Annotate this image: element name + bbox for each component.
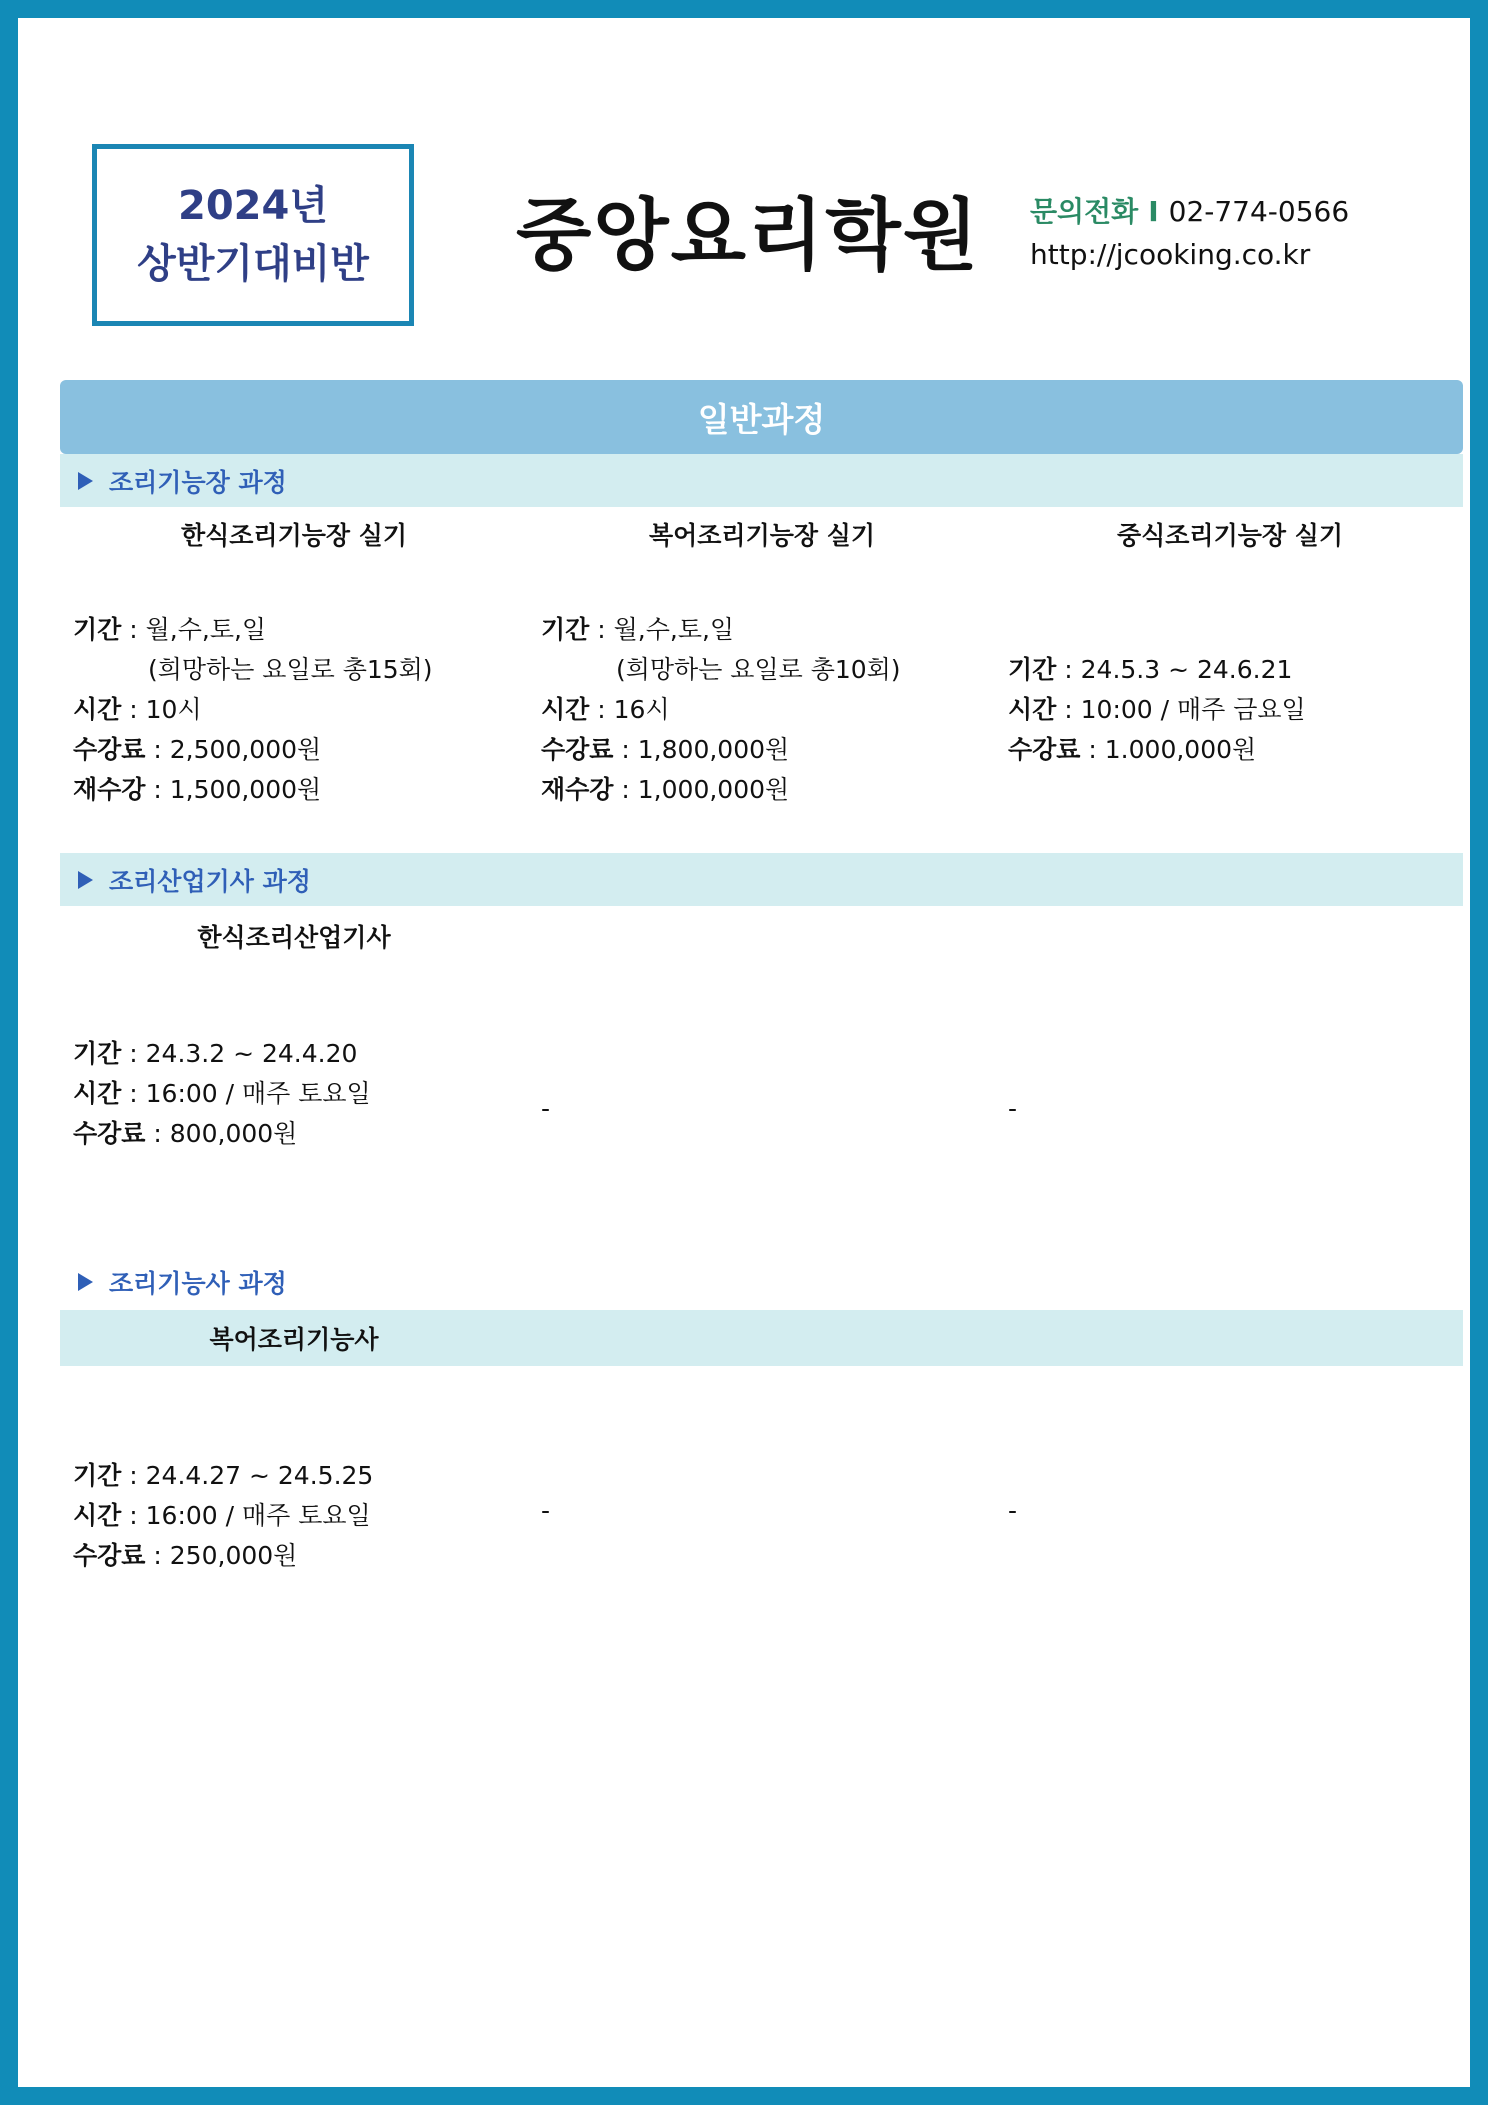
course-title-korean-master: 한식조리기능장 실기 xyxy=(180,521,408,550)
term-badge xyxy=(92,144,414,326)
retake-fee-line: 재수강 : 1,500,000원 xyxy=(73,775,322,804)
period-line: 기간 : 24.5.3 ~ 24.6.21 xyxy=(1008,655,1293,684)
fee-line: 수강료 : 1,800,000원 xyxy=(541,735,790,764)
fee-line: 수강료 : 1.000,000원 xyxy=(1008,735,1257,764)
fee-line: 수강료 : 2,500,000원 xyxy=(73,735,322,764)
badge-term: 상반기대비반 xyxy=(137,241,369,287)
retake-fee-line: 재수강 : 1,000,000원 xyxy=(541,775,790,804)
period-line: 기간 : 월,수,토,일 xyxy=(541,615,735,644)
section-industrial-bar xyxy=(60,853,1463,906)
course-title-blowfish-craftsman: 복어조리기능사 xyxy=(209,1325,379,1354)
website-url[interactable]: http://jcooking.co.kr xyxy=(1030,238,1311,271)
period-note: (희망하는 요일로 총10회) xyxy=(616,655,901,684)
triangle-bullet-icon xyxy=(78,1273,93,1291)
empty-cell-dash: - xyxy=(541,1094,551,1123)
empty-cell-dash: - xyxy=(1008,1496,1018,1525)
time-line: 시간 : 16:00 / 매주 토요일 xyxy=(73,1079,371,1108)
triangle-bullet-icon xyxy=(78,871,93,889)
time-line: 시간 : 16:00 / 매주 토요일 xyxy=(73,1501,371,1530)
badge-year: 2024년 xyxy=(178,183,328,229)
section-industrial-label: 조리산업기사 과정 xyxy=(109,866,311,896)
course-title-bar xyxy=(60,1310,1463,1366)
empty-cell-dash: - xyxy=(541,1496,551,1525)
period-line: 기간 : 월,수,토,일 xyxy=(73,615,267,644)
main-section-title: 일반과정 xyxy=(60,380,1463,454)
course-title-blowfish-master: 복어조리기능장 실기 xyxy=(648,521,876,550)
phone-number: 02-774-0566 xyxy=(1168,195,1350,228)
contact-separator: I xyxy=(1148,195,1159,228)
period-line: 기간 : 24.3.2 ~ 24.4.20 xyxy=(73,1039,358,1068)
section-craftsman-header xyxy=(60,1255,287,1308)
section-master-label: 조리기능장 과정 xyxy=(109,467,287,497)
triangle-bullet-icon xyxy=(78,472,93,490)
contact-line xyxy=(1030,190,1349,230)
fee-line: 수강료 : 250,000원 xyxy=(73,1541,298,1570)
section-craftsman-label: 조리기능사 과정 xyxy=(109,1268,287,1298)
time-line: 시간 : 16시 xyxy=(541,695,670,724)
section-master-bar xyxy=(60,454,1463,507)
contact-label: 문의전화 xyxy=(1030,195,1139,228)
academy-title: 중앙요리학원 xyxy=(515,191,981,281)
empty-cell-dash: - xyxy=(1008,1094,1018,1123)
course-title-chinese-master: 중식조리기능장 실기 xyxy=(1116,521,1344,550)
fee-line: 수강료 : 800,000원 xyxy=(73,1119,298,1148)
course-title-korean-industrial: 한식조리산업기사 xyxy=(197,923,391,952)
period-note: (희망하는 요일로 총15회) xyxy=(148,655,433,684)
period-line: 기간 : 24.4.27 ~ 24.5.25 xyxy=(73,1461,374,1490)
time-line: 시간 : 10:00 / 매주 금요일 xyxy=(1008,695,1306,724)
time-line: 시간 : 10시 xyxy=(73,695,202,724)
